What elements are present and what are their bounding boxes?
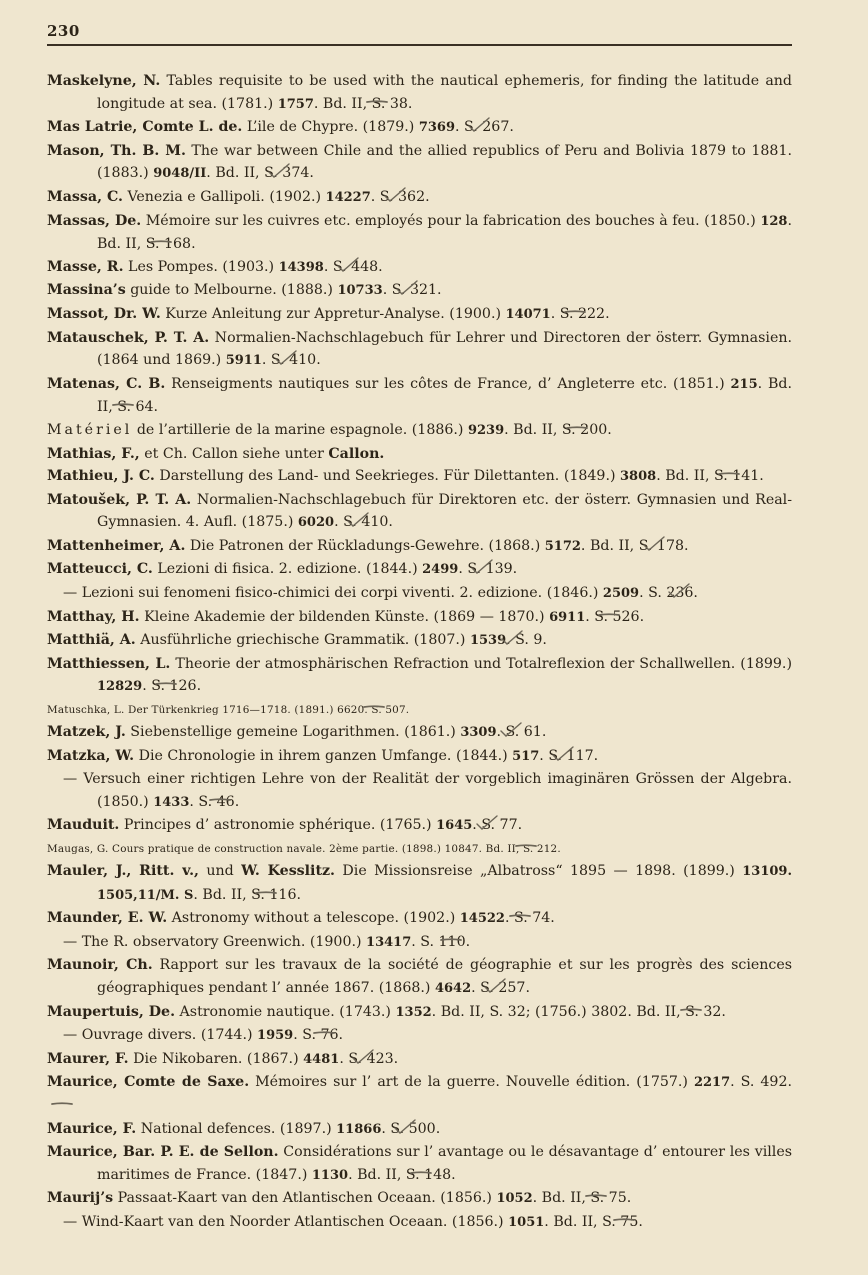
entry-reference: . S. 448. — [323, 258, 383, 275]
pencil-check-icon — [443, 1119, 467, 1135]
pencil-dash-icon — [634, 1188, 658, 1204]
entry-text: — The R. observatory Greenwich. (1900.) — [63, 933, 367, 950]
entry-text: Lezioni di fisica. 2. edizione. (1844.) — [152, 561, 423, 578]
entry-reference: . S. 139. — [458, 561, 518, 578]
catalog-entry — [47, 535, 792, 559]
entry-text: Normalien-Nachschlagebuch für Direktoren etc. der österr. Gymnasien und Real-Gymnasien. 4. Aufl. (1875.) — [97, 491, 793, 531]
entry-reference: . Bd. II, S. 116. — [193, 886, 301, 903]
entry-reference: . S. 492. — [730, 1074, 792, 1091]
catalog-subentry — [47, 582, 792, 606]
entry-text: Mémoires sur l’ art de la guerre. Nouvelle édition. (1757.) — [249, 1074, 694, 1091]
catalog-entry — [47, 814, 792, 838]
entry-text: L’ile de Chypre. (1879.) — [242, 119, 419, 136]
catalog-entry — [47, 70, 792, 116]
catalog-entry — [47, 1071, 792, 1117]
entry-author: Mattenheimer, A. — [47, 537, 186, 554]
entry-text: de l’artillerie de la marine espagnole. (1886.) — [132, 421, 468, 438]
entry-text: — Lezioni sui fenomeni fisico-chimici dei corpi viventi. 2. edizione. (1846.) — [63, 585, 603, 602]
entry-number: 9048/II — [153, 166, 207, 182]
pencil-check-icon — [550, 630, 574, 646]
entry-number: 1052 — [496, 1191, 533, 1207]
entry-text: — Ouvrage divers. (1744.) — [63, 1027, 258, 1044]
entry-number: 215 — [730, 376, 758, 392]
entry-text: Matuschka, L. Der Türkenkrieg 1716—1718. (1891.) 6620. S. 507. — [47, 704, 410, 717]
entry-text: The war between Chile and the allied republics of Peru and Bolivia 1879 to 1881. (1883.) — [97, 142, 792, 182]
entry-number: 7369 — [418, 120, 456, 136]
entry-reference: . S. 74. — [504, 910, 555, 927]
entry-text: Tables requisite to be used with the nautical ephemeris, for finding the latitude and longitude at sea. (1781.) — [97, 73, 792, 112]
entry-text: — Wind-Kaart van den Noorder Atlantischen Oceaan. (1856.) — [63, 1213, 509, 1230]
entry-author: Matthiä, A. — [47, 632, 136, 649]
entry-reference: . S. 362. — [370, 188, 430, 205]
entry-reference: . S. 257. — [471, 979, 530, 996]
pencil-dash-icon — [647, 607, 671, 623]
pencil-check-icon — [692, 536, 716, 552]
entry-author: Matthay, H. — [47, 608, 140, 625]
entry-number: 517 — [512, 748, 540, 764]
catalog-entry — [47, 140, 792, 186]
entry-reference: . Bd. II, S. 64. — [97, 375, 792, 416]
entry-reference: . Bd. II, S. 374. — [206, 165, 314, 182]
catalog-entry — [47, 721, 792, 745]
entry-author: Maurice, Comte de Saxe. — [47, 1074, 250, 1091]
entry-number: 13109. 1505,11/M. S — [97, 864, 792, 903]
entry-title-word: Matériel — [47, 421, 133, 438]
entry-text: Rapport sur les travaux de la société de géographie et sur les progrès des sciences géographiques pendant l’ année 1867. (1868.) — [97, 957, 793, 996]
catalog-entry — [47, 373, 792, 419]
entry-number: 14522 — [459, 911, 505, 927]
entry-author: Matenas, C. B. — [47, 375, 166, 392]
entry-author: Maunder, E. W. — [47, 910, 168, 927]
entry-author: Maurice, F. — [47, 1120, 137, 1137]
entry-reference: . Bd. II, S. 200. — [504, 421, 612, 438]
pencil-dash-icon — [204, 676, 228, 692]
pencil-dash-icon — [564, 838, 588, 854]
entry-author: Mathias, F., — [47, 445, 140, 462]
entry-text: Kurze Anleitung zur Appretur-Analyse. (1900.) — [160, 305, 506, 322]
pencil-check-icon — [324, 350, 348, 366]
entry-number: 5911 — [225, 353, 262, 369]
entry-reference: . S. 500. — [381, 1120, 441, 1137]
catalog-entry — [47, 907, 792, 931]
entry-reference: . S. 410. — [334, 514, 393, 531]
entry-author: Maskelyne, N. — [47, 73, 161, 89]
entry-reference: . S. 77. — [472, 817, 523, 834]
catalog-entry — [47, 558, 792, 582]
catalog-entry — [47, 443, 792, 466]
entry-text: Die Missionsreise „Albatross“ 1895 — 1898. (1899.) — [335, 863, 743, 879]
entry-author: Mauduit. — [47, 817, 120, 834]
entry-reference: . S. 9. — [506, 632, 547, 649]
entry-reference: . S. 267. — [455, 119, 514, 136]
entry-number: 2499 — [422, 562, 459, 578]
entry-text: et Ch. Callon siehe unter — [139, 445, 329, 462]
entry-number: 12829 — [97, 679, 143, 695]
entry-author: Maurice, Bar. P. E. de Sellon. — [47, 1144, 279, 1161]
entry-author: Massa, C. — [47, 188, 123, 205]
entry-reference: . Bd. II, S. 75. — [544, 1213, 643, 1230]
pencil-check-icon — [401, 1049, 425, 1065]
catalog-entry — [47, 419, 792, 443]
entry-text: Normalien-Nachschlagebuch für Lehrer und Directoren der österr. Gymnasien. (1864 und 1869.) — [97, 329, 792, 369]
entry-number: 1539 — [469, 633, 507, 649]
entry-text: Les Pompes. (1903.) — [123, 258, 279, 275]
entry-text: Astronomy without a telescope. (1902.) — [167, 910, 460, 927]
entry-reference: . S. 61. — [496, 724, 547, 741]
entry-reference: . S. 222. — [550, 305, 610, 322]
entry-author: Massina’s — [47, 282, 126, 299]
entry-number: 10733 — [337, 283, 383, 299]
pencil-dash-icon — [729, 1002, 753, 1018]
entry-number: 1959 — [257, 1028, 294, 1044]
entry-author: Maupertuis, De. — [47, 1003, 176, 1020]
pencil-check-icon — [701, 583, 725, 599]
entry-reference: . Bd. II, S. 148. — [348, 1166, 456, 1183]
pencil-dash-icon — [346, 1025, 370, 1041]
entry-reference: . S. 76. — [293, 1027, 344, 1044]
catalog-entry — [47, 327, 792, 373]
entry-number: 13417 — [366, 934, 412, 950]
pencil-dash-icon — [199, 234, 223, 250]
entry-number: 9239 — [467, 422, 505, 438]
entry-number: 14398 — [278, 259, 324, 275]
catalog-entry — [47, 116, 792, 140]
pencil-dash-icon — [161, 397, 185, 413]
entry-number: 1130 — [311, 1167, 349, 1183]
catalog-entry — [47, 1141, 792, 1187]
pencil-check-icon — [433, 187, 457, 203]
entry-reference: . Bd. II, S. 178. — [580, 537, 689, 554]
entry-number: 5172 — [544, 538, 581, 554]
entry-text: Kleine Akademie der bildenden Künste. (1869 — 1870.) — [139, 608, 550, 625]
entry-reference: . S. 423. — [339, 1050, 399, 1067]
entry-text: Passaat-Kaart van den Atlantischen Oceaan. (1856.) — [113, 1190, 497, 1207]
entry-text: — Versuch einer richtigen Lehre von der Realität der vorgeblich imaginären Grössen der Algebra. (1850.) — [63, 771, 792, 810]
entry-number: 1352 — [395, 1004, 432, 1020]
entry-text: Maugas, G. Cours pratique de construction navale. 2ème partie. (1898.) 10847. Bd. II, S. 212. — [47, 843, 561, 855]
catalog-entry — [47, 954, 792, 1000]
entry-text: Die Chronologie in ihrem ganzen Umfange. (1844.) — [134, 747, 513, 764]
entry-author: Maurer, F. — [47, 1050, 129, 1067]
entry-author: Matthiessen, L. — [47, 655, 171, 672]
entry-reference: . Bd. II, S. 75. — [532, 1190, 632, 1207]
pencil-check-icon — [533, 978, 557, 994]
pencil-check-icon — [520, 559, 544, 575]
entry-text: Darstellung des Land- und Seekrieges. Für Dilettanten. (1849.) — [154, 468, 621, 485]
entry-text: guide to Melbourne. (1888.) — [125, 282, 338, 299]
catalog-entry — [47, 256, 792, 280]
entry-text: Die Nikobaren. (1867.) — [128, 1050, 304, 1067]
entry-author: Mathieu, J. C. — [47, 468, 155, 485]
pencil-dash-icon — [242, 792, 266, 808]
entry-text: Venezia e Gallipoli. (1902.) — [122, 188, 326, 205]
entry-text: Mémoire sur les cuivres etc. employés pour la fabrication des bouches à feu. (1850.) — [141, 212, 761, 229]
catalog-entry — [47, 1001, 792, 1025]
catalog-entry — [47, 186, 792, 210]
entry-author: Mas Latrie, Comte L. de. — [47, 119, 243, 136]
entry-number: 6020 — [297, 515, 335, 531]
entry-reference: . S. 110. — [411, 933, 471, 950]
entry-number: 1757 — [277, 96, 314, 112]
entry-number: 6911 — [549, 609, 586, 625]
entry-text: Astronomie nautique. (1743.) — [175, 1003, 396, 1020]
catalog-entry — [47, 699, 792, 721]
entry-reference: . Bd. II, S. 168. — [97, 212, 792, 253]
catalog-entry — [47, 1187, 792, 1211]
entry-reference: . Bd. II, S. 38. — [313, 95, 413, 112]
pencil-dash-icon — [100, 1096, 124, 1112]
pencil-dash-icon — [473, 932, 497, 948]
entry-author: Maurij’s — [47, 1190, 114, 1207]
entry-list — [47, 70, 792, 1235]
pencil-dash-icon — [558, 908, 582, 924]
entry-author: Maunoir, Ch. — [47, 957, 153, 974]
header-rule — [47, 44, 792, 46]
entry-text: Siebenstellige gemeine Logarithmen. (1861.) — [125, 724, 461, 741]
entry-author: Massot, Dr. W. — [47, 305, 161, 322]
entry-reference: . S. 46. — [189, 793, 240, 810]
entry-number: 11866 — [336, 1121, 382, 1137]
entry-number: 1433 — [153, 794, 190, 810]
pencil-check-icon — [601, 746, 625, 762]
catalog-entry — [47, 465, 792, 489]
entry-author: Matteucci, C. — [47, 561, 153, 578]
catalog-subentry — [47, 931, 792, 955]
catalog-entry — [47, 629, 792, 653]
catalog-entry — [47, 489, 792, 535]
entry-number: 3309 — [460, 725, 497, 741]
catalog-entry — [47, 860, 792, 907]
entry-reference: . S. 410. — [261, 352, 321, 369]
entry-number: 1051 — [508, 1214, 545, 1230]
pencil-check-icon — [386, 257, 410, 273]
catalog-entry — [47, 279, 792, 303]
catalog-subentry — [47, 768, 792, 814]
entry-number: 14071 — [505, 306, 551, 322]
entry-author: Massas, De. — [47, 212, 142, 229]
entry-author: Matauschek, P. T. A. — [47, 329, 210, 346]
pencil-check-icon — [317, 163, 341, 179]
pencil-dash-icon — [459, 1165, 483, 1181]
catalog-entry — [47, 606, 792, 630]
pencil-check-icon — [549, 722, 573, 738]
catalog-entry — [47, 303, 792, 327]
page-number: 230 — [47, 22, 80, 40]
entry-text: Principes d’ astronomie sphérique. (1765.) — [119, 817, 437, 834]
pencil-dash-icon — [415, 94, 439, 110]
catalog-subentry — [47, 1211, 792, 1235]
catalog-entry — [47, 838, 792, 860]
entry-reference: . S. 117. — [539, 747, 599, 764]
entry-reference: . S. 126. — [142, 678, 202, 695]
catalog-entry — [47, 1048, 792, 1072]
entry-text: Die Patronen der Rückladungs-Gewehre. (1868.) — [185, 537, 545, 554]
entry-text: Ausführliche griechische Grammatik. (1807.) — [135, 632, 470, 649]
pencil-dash-icon — [615, 420, 639, 436]
entry-author: Mauler, J., Ritt. v., — [47, 863, 199, 879]
entry-number: 14227 — [325, 189, 371, 205]
pencil-check-icon — [525, 815, 549, 831]
entry-reference: . S. 321. — [382, 282, 442, 299]
catalog-subentry — [47, 1024, 792, 1048]
entry-author: Masse, R. — [47, 258, 124, 275]
entry-reference: . Bd. II, S. 141. — [656, 468, 764, 485]
entry-author: Matoušek, P. T. A. — [47, 491, 192, 508]
entry-number: 3808 — [620, 469, 657, 485]
entry-coauthor: W. Kesslitz. — [241, 863, 335, 879]
entry-reference: . Bd. II, S. 32; (1756.) 3802. Bd. II, S. 32. — [431, 1003, 726, 1020]
entry-number: 2217 — [693, 1075, 731, 1091]
catalog-entry — [47, 210, 792, 256]
entry-text: und — [198, 863, 242, 879]
entry-text: Considérations sur l’ avantage ou le désavantage d’ entourer les villes maritimes de France. (1847.) — [97, 1144, 792, 1183]
entry-author: Matzka, W. — [47, 747, 135, 764]
pencil-check-icon — [445, 280, 469, 296]
catalog-entry — [47, 1118, 792, 1142]
pencil-dash-icon — [412, 699, 436, 715]
pencil-dash-icon — [304, 885, 328, 901]
pencil-dash-icon — [767, 466, 791, 482]
entry-crossref: Callon. — [328, 445, 385, 462]
entry-text: National defences. (1897.) — [136, 1120, 337, 1137]
pencil-check-icon — [517, 117, 541, 133]
entry-text: Theorie der atmosphärischen Refraction und Totalreflexion der Schallwellen. (1899.) — [170, 655, 792, 672]
entry-reference: . S. 236. — [639, 585, 698, 602]
pencil-dash-icon — [646, 1212, 670, 1228]
entry-author: Matzek, J. — [47, 724, 126, 741]
entry-number: 128 — [760, 213, 788, 229]
entry-number: 4642 — [434, 980, 472, 996]
pencil-dash-icon — [613, 304, 637, 320]
entry-author: Mason, Th. B. M. — [47, 142, 186, 159]
entry-text: Renseigments nautiques sur les côtes de France, d’ Angleterre etc. (1851.) — [165, 375, 731, 392]
catalog-entry — [47, 745, 792, 769]
entry-number: 2509 — [602, 586, 640, 602]
entry-number: 4481 — [303, 1051, 340, 1067]
entry-reference: . S. 526. — [585, 608, 645, 625]
entry-number: 1645 — [436, 818, 473, 834]
catalog-entry — [47, 653, 792, 699]
pencil-check-icon — [396, 512, 420, 528]
